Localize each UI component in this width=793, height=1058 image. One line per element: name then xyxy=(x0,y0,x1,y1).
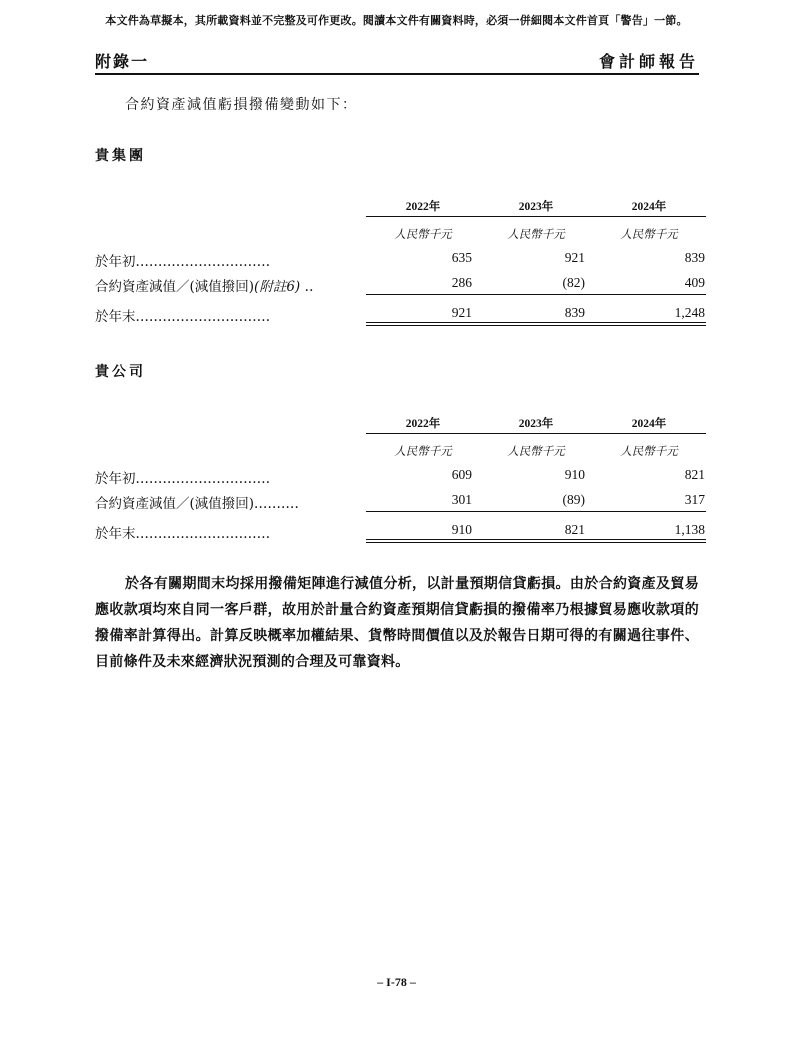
table-cell: 821 xyxy=(564,522,585,537)
column-header-2023: 2023年 xyxy=(479,415,593,434)
row-label-impairment: 合約資產減值／(減值撥回)(附註6) .. xyxy=(95,279,314,295)
column-header-2022: 2022年 xyxy=(366,198,480,217)
group-movement-table xyxy=(95,198,705,338)
subtotal-rule xyxy=(479,294,593,295)
page-header xyxy=(95,47,699,73)
unit-label: 人民幣千元 xyxy=(620,444,678,458)
total-rule xyxy=(366,325,480,326)
table-cell: 921 xyxy=(564,250,585,265)
total-rule xyxy=(592,539,706,540)
column-header-2023: 2023年 xyxy=(479,198,593,217)
intro-text: 合約資產減值虧損撥備變動如下： xyxy=(125,97,358,113)
row-label-opening: 於年初.............................. xyxy=(95,471,271,487)
explanatory-paragraph xyxy=(95,571,699,675)
table-cell: 301 xyxy=(451,492,472,507)
table-cell: 1,248 xyxy=(674,305,705,320)
subtotal-rule xyxy=(366,294,480,295)
total-rule xyxy=(592,322,706,323)
company-movement-table xyxy=(95,415,705,555)
total-rule xyxy=(592,325,706,326)
row-label-closing: 於年末.............................. xyxy=(95,309,271,325)
total-rule xyxy=(479,325,593,326)
total-rule xyxy=(366,539,480,540)
table-cell: 1,138 xyxy=(674,522,705,537)
total-rule xyxy=(479,322,593,323)
total-rule xyxy=(366,322,480,323)
table-cell: 317 xyxy=(684,492,705,507)
table-cell: 921 xyxy=(451,305,472,320)
appendix-label: 附錄一 xyxy=(95,52,150,71)
table-cell: 821 xyxy=(684,467,705,482)
row-label-impairment: 合約資產減值／(減值撥回).......... xyxy=(95,496,299,512)
subtotal-rule xyxy=(479,511,593,512)
total-rule xyxy=(479,542,593,543)
subtotal-rule xyxy=(366,511,480,512)
report-title: 會計師報告 xyxy=(598,52,699,71)
row-label-closing: 於年末.............................. xyxy=(95,526,271,542)
table-cell: 609 xyxy=(451,467,472,482)
table-cell: (82) xyxy=(562,275,585,290)
page-number: – I-78 – xyxy=(377,975,416,989)
table-cell: 286 xyxy=(451,275,472,290)
column-header-2024: 2024年 xyxy=(592,415,706,434)
unit-label: 人民幣千元 xyxy=(394,444,452,458)
row-label-opening: 於年初.............................. xyxy=(95,254,271,270)
column-header-2022: 2022年 xyxy=(366,415,480,434)
table-cell: 409 xyxy=(684,275,705,290)
subtotal-rule xyxy=(592,294,706,295)
column-header-2024: 2024年 xyxy=(592,198,706,217)
group-section-title: 貴集團 xyxy=(95,148,146,164)
table-cell: 839 xyxy=(564,305,585,320)
table-cell: 910 xyxy=(451,522,472,537)
total-rule xyxy=(479,539,593,540)
unit-label: 人民幣千元 xyxy=(620,227,678,241)
company-section-title: 貴公司 xyxy=(95,364,146,380)
note-reference: (附註6) xyxy=(254,279,301,295)
total-rule xyxy=(592,542,706,543)
unit-label: 人民幣千元 xyxy=(507,227,565,241)
unit-label: 人民幣千元 xyxy=(394,227,452,241)
table-cell: 910 xyxy=(564,467,585,482)
table-cell: 839 xyxy=(684,250,705,265)
paragraph-text: 於各有關期間末均採用撥備矩陣進行減值分析，以計量預期信貸虧損。由於合約資產及貿易應收款項均來自同一客戶群，故用於計量合約資產預期信貸虧損的撥備率乃根據貿易應收款項的撥備率計算得出。計算反映概率加權結果、貨幣時間價值以及於報告日期可得的有關過往事件、目前條件及未來經濟狀況預測的合理及可靠資料。 xyxy=(95,576,699,670)
draft-disclaimer: 本文件為草擬本，其所載資料並不完整及可作更改。閱讀本文件有關資料時，必須一併細閱本文件首頁「警告」一節。 xyxy=(105,14,688,27)
total-rule xyxy=(366,542,480,543)
unit-label: 人民幣千元 xyxy=(507,444,565,458)
table-cell: 635 xyxy=(451,250,472,265)
subtotal-rule xyxy=(592,511,706,512)
table-cell: (89) xyxy=(562,492,585,507)
header-rule xyxy=(95,73,699,75)
